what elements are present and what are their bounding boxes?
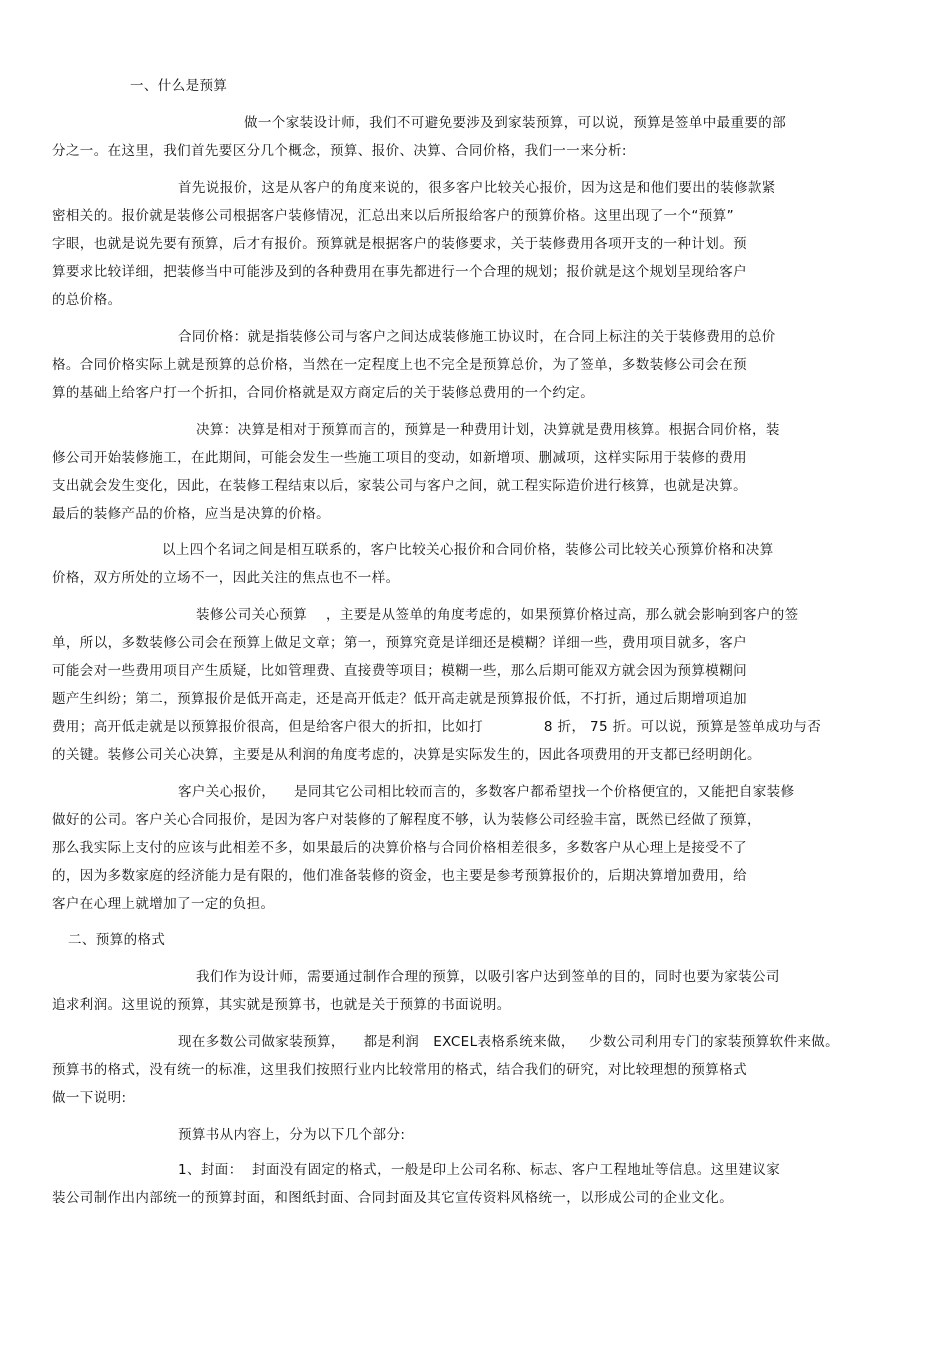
paragraph-line: 以上四个名词之间是相互联系的，客户比较关心报价和合同价格，装修公司比较关心预算价格和决算 [162,542,774,558]
paragraph-line: 的关键。装修公司关心决算，主要是从利润的角度考虑的，决算是实际发生的，因此各项费用的开支都已经明朗化。 [52,747,761,763]
paragraph-line: 字眼，也就是说先要有预算，后才有报价。预算就是根据客户的装修要求，关于装修费用各项开支的一种计划。预 [52,236,747,252]
paragraph-line: 可能会对一些费用项目产生质疑，比如管理费、直接费等项目；模糊一些，那么后期可能双方就会因为预算模糊问 [52,663,747,679]
paragraph-line: 决算：决算是相对于预算而言的，预算是一种费用计划，决算就是费用核算。根据合同价格，装 [196,422,780,438]
paragraph-line: 修公司开始装修施工，在此期间，可能会发生一些施工项目的变动，如新增项、删减项，这样实际用于装修的费用 [52,450,747,466]
paragraph-line: 格。合同价格实际上就是预算的总价格，当然在一定程度上也不完全是预算总价，为了签单，多数装修公司会在预 [52,357,747,373]
paragraph-line: 支出就会发生变化，因此，在装修工程结束以后，家装公司与客户之间，就工程实际造价进行核算，也就是决算。 [52,478,747,494]
paragraph-line: 算的基础上给客户打一个折扣，合同价格就是双方商定后的关于装修总费用的一个约定。 [52,385,595,401]
paragraph-line: 现在多数公司做家装预算， 都是利润 EXCEL表格系统来做， 少数公司利用专门的家装预算软件来做。 [178,1034,840,1050]
paragraph-line: 预算书从内容上，分为以下几个部分: [178,1127,406,1143]
paragraph-line: 做好的公司。客户关心合同报价，是因为客户对装修的了解程度不够，认为装修公司经验丰富，既然已经做了预算， [52,812,761,828]
heading-what-is-budget: 一、什么是预算 [130,78,228,94]
paragraph-line: 做一个家装设计师，我们不可避免要涉及到家装预算，可以说，预算是签单中最重要的部 [244,115,787,131]
paragraph-line: 追求利润。这里说的预算，其实就是预算书，也就是关于预算的书面说明。 [52,997,511,1013]
paragraph-line: 客户在心理上就增加了一定的负担。 [52,896,275,912]
paragraph-line: 装修公司关心预算 ，主要是从签单的角度考虑的，如果预算价格过高，那么就会影响到客户的签 [196,607,799,623]
paragraph-line: 我们作为设计师，需要通过制作合理的预算，以吸引客户达到签单的目的，同时也要为家装公司 [196,969,780,985]
paragraph-line: 做一下说明: [52,1090,127,1106]
paragraph-line: 的，因为多数家庭的经济能力是有限的，他们准备装修的资金，也主要是参考预算报价的，后期决算增加费用，给 [52,868,747,884]
paragraph-line: 预算书的格式，没有统一的标准，这里我们按照行业内比较常用的格式，结合我们的研究，对比较理想的预算格式 [52,1062,747,1078]
paragraph-line: 首先说报价，这是从客户的角度来说的，很多客户比较关心报价，因为这是和他们要出的装修款紧 [178,180,776,196]
paragraph-line: 题产生纠纷；第二，预算报价是低开高走，还是高开低走？低开高走就是预算报价低，不打折，通过后期增项追加 [52,691,747,707]
heading-budget-format: 二、预算的格式 [68,932,166,948]
paragraph-line: 客户关心报价， 是同其它公司相比较而言的，多数客户都希望找一个价格便宜的，又能把自家装修 [178,784,795,800]
paragraph-line: 装公司制作出内部统一的预算封面，和图纸封面、合同封面及其它宣传资料风格统一，以形成公司的企业文化。 [52,1190,734,1206]
paragraph-line: 单，所以，多数装修公司会在预算上做足文章；第一，预算究竟是详细还是模糊？详细一些，费用项目就多，客户 [52,635,747,651]
paragraph-line: 分之一。在这里，我们首先要区分几个概念，预算、报价、决算、合同价格，我们一一来分析: [52,143,627,159]
paragraph-line: 最后的装修产品的价格，应当是决算的价格。 [52,506,330,522]
paragraph-line: 合同价格：就是指装修公司与客户之间达成装修施工协议时，在合同上标注的关于装修费用的总价 [178,329,776,345]
paragraph-line: 的总价格。 [52,292,122,308]
paragraph-line: 价格，双方所处的立场不一，因此关注的焦点也不一样。 [52,570,400,586]
paragraph-line: 费用；高开低走就是以预算报价很高，但是给客户很大的折扣，比如打 8 折， 75 折。可以说，预算是签单成功与否 [52,719,822,735]
paragraph-line: 1、封面： 封面没有固定的格式，一般是印上公司名称、标志、客户工程地址等信息。这里建议家 [178,1162,781,1178]
paragraph-line: 那么我实际上支付的应该与此相差不多，如果最后的决算价格与合同价格相差很多，多数客户从心理上是接受不了 [52,840,747,856]
paragraph-line: 算要求比较详细，把装修当中可能涉及到的各种费用在事先都进行一个合理的规划；报价就是这个规划呈现给客户 [52,264,747,280]
paragraph-line: 密相关的。报价就是装修公司根据客户装修情况，汇总出来以后所报给客户的预算价格。这里出现了一个“预算” [52,208,734,224]
